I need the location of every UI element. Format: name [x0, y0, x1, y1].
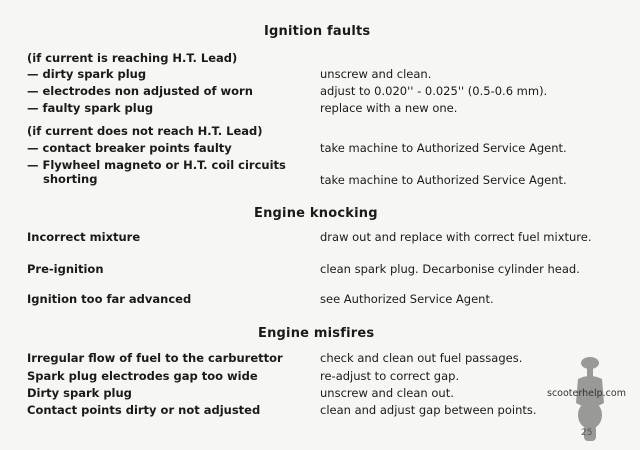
remedy-text: clean spark plug. Decarbonise cylinder head.	[320, 262, 580, 276]
fault-label: — faulty spark plug	[27, 101, 154, 115]
cause-label: Dirty spark plug	[27, 386, 132, 400]
remedy-text: take machine to Authorized Service Agent.	[320, 173, 567, 187]
remedy-text: draw out and replace with correct fuel mixture.	[320, 230, 592, 244]
remedy-text: unscrew and clean.	[320, 67, 432, 81]
section-title-ignition-faults: Ignition faults	[264, 24, 371, 39]
condition-current-reaching: (if current is reaching H.T. Lead)	[27, 51, 238, 65]
remedy-text: adjust to 0.020'' - 0.025'' (0.5-0.6 mm).	[320, 84, 548, 98]
remedy-text: replace with a new one.	[320, 101, 458, 115]
cause-label: Irregular flow of fuel to the carburettor	[27, 351, 283, 365]
cause-label: Ignition too far advanced	[27, 292, 192, 306]
page-number: 25	[581, 428, 593, 438]
condition-current-not-reaching: (if current does not reach H.T. Lead)	[27, 124, 263, 138]
remedy-text: re-adjust to correct gap.	[320, 369, 460, 383]
remedy-text: clean and adjust gap between points.	[320, 403, 537, 417]
remedy-text: take machine to Authorized Service Agent.	[320, 141, 567, 155]
fault-label: — electrodes non adjusted of worn	[27, 84, 253, 98]
watermark-text: scooterhelp.com	[547, 388, 626, 399]
fault-label: — Flywheel magneto or H.T. coil circuits shorting	[27, 158, 286, 186]
cause-label: Spark plug electrodes gap too wide	[27, 369, 258, 383]
cause-label: Incorrect mixture	[27, 230, 141, 244]
remedy-text: see Authorized Service Agent.	[320, 292, 494, 306]
remedy-text: check and clean out fuel passages.	[320, 351, 523, 365]
section-title-engine-knocking: Engine knocking	[254, 206, 378, 221]
remedy-text: unscrew and clean out.	[320, 386, 454, 400]
fault-label: — dirty spark plug	[27, 67, 147, 81]
fault-label: — contact breaker points faulty	[27, 141, 232, 155]
cause-label: Pre-ignition	[27, 262, 104, 276]
cause-label: Contact points dirty or not adjusted	[27, 403, 261, 417]
section-title-engine-misfires: Engine misfires	[258, 326, 375, 341]
